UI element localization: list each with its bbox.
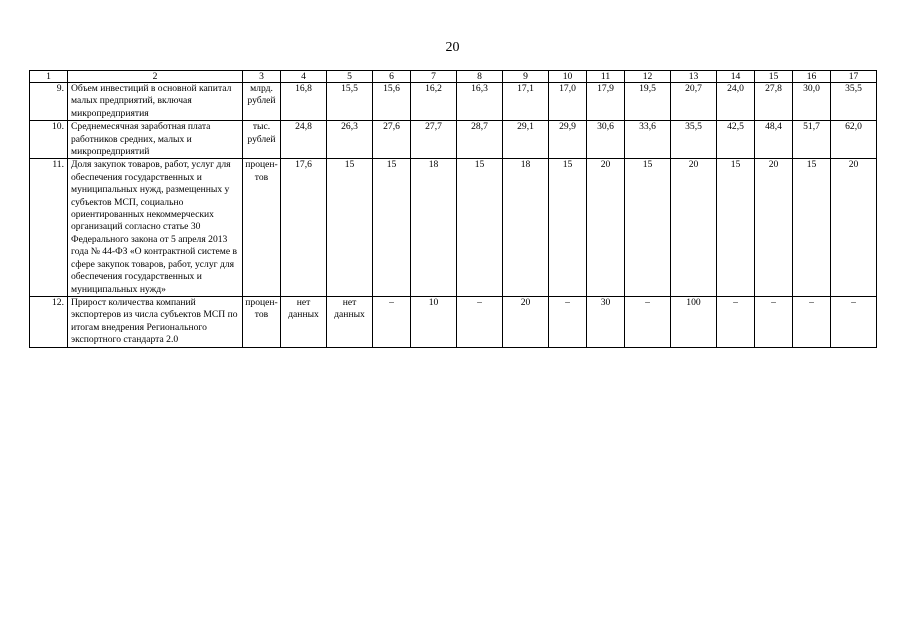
column-number-2: 2 — [68, 71, 243, 83]
indicator-value: 16,2 — [411, 83, 457, 121]
indicator-name: Прирост количества компаний экспортеров из числа субъектов МСП по итогам внедрения Регионального экспортного стандарта 2.0 — [68, 296, 243, 347]
indicator-value: 24,0 — [717, 83, 755, 121]
column-number-6: 6 — [373, 71, 411, 83]
indicator-value: 20 — [831, 159, 877, 296]
unit-of-measure: процен-тов — [243, 159, 281, 296]
indicator-value: 18 — [503, 159, 549, 296]
indicator-name: Среднемесячная заработная плата работников средних, малых и микропредприятий — [68, 121, 243, 159]
indicator-value: 24,8 — [281, 121, 327, 159]
indicator-value: – — [831, 296, 877, 347]
table-row — [30, 83, 877, 121]
indicator-value: 20 — [503, 296, 549, 347]
column-number-14: 14 — [717, 71, 755, 83]
indicator-value: 15 — [717, 159, 755, 296]
indicator-value: 28,7 — [457, 121, 503, 159]
indicator-value: 19,5 — [625, 83, 671, 121]
indicator-value: – — [793, 296, 831, 347]
indicator-name: Объем инвестиций в основной капитал малых предприятий, включая микропредприятия — [68, 83, 243, 121]
column-number-10: 10 — [549, 71, 587, 83]
indicator-value: 29,9 — [549, 121, 587, 159]
indicator-name: Доля закупок товаров, работ, услуг для обеспечения государственных и муниципальных нужд, размещенных у субъектов МСП, социально ориентированных некоммерческих организаций согласно статье 30 Федерального закона от 5 апреля 2013 года № 44-ФЗ «О контрактной системе в сфере закупок товаров, работ, услуг для обеспечения государственных и муниципальных нужд» — [68, 159, 243, 296]
row-number: 10. — [30, 121, 68, 159]
table-header-row — [30, 71, 877, 83]
column-number-13: 13 — [671, 71, 717, 83]
indicator-value: 35,5 — [671, 121, 717, 159]
table-row — [30, 121, 877, 159]
indicator-value: 15,5 — [327, 83, 373, 121]
table-row — [30, 296, 877, 347]
column-number-12: 12 — [625, 71, 671, 83]
indicator-value: – — [457, 296, 503, 347]
indicator-value: 48,4 — [755, 121, 793, 159]
indicator-value: 30,6 — [587, 121, 625, 159]
indicator-value: 15 — [457, 159, 503, 296]
column-number-3: 3 — [243, 71, 281, 83]
indicator-value: 16,3 — [457, 83, 503, 121]
unit-of-measure: млрд. рублей — [243, 83, 281, 121]
indicator-value: 62,0 — [831, 121, 877, 159]
column-number-1: 1 — [30, 71, 68, 83]
indicator-value: 20 — [587, 159, 625, 296]
indicator-value: 29,1 — [503, 121, 549, 159]
column-number-7: 7 — [411, 71, 457, 83]
table-row — [30, 159, 877, 296]
indicator-value: 27,6 — [373, 121, 411, 159]
indicator-value: – — [717, 296, 755, 347]
column-number-15: 15 — [755, 71, 793, 83]
indicator-value: нет данных — [281, 296, 327, 347]
row-number: 11. — [30, 159, 68, 296]
indicator-value: 51,7 — [793, 121, 831, 159]
column-number-17: 17 — [831, 71, 877, 83]
indicator-value: 30,0 — [793, 83, 831, 121]
indicator-value: 15 — [793, 159, 831, 296]
indicator-value: 20 — [755, 159, 793, 296]
indicator-value: 17,0 — [549, 83, 587, 121]
indicator-value: 16,8 — [281, 83, 327, 121]
indicators-table — [29, 70, 877, 348]
indicator-value: 20,7 — [671, 83, 717, 121]
indicator-value: – — [625, 296, 671, 347]
row-number: 12. — [30, 296, 68, 347]
indicator-value: 42,5 — [717, 121, 755, 159]
indicator-value: 15 — [625, 159, 671, 296]
row-number: 9. — [30, 83, 68, 121]
indicator-value: 15 — [549, 159, 587, 296]
indicator-value: 17,9 — [587, 83, 625, 121]
indicator-value: 15 — [373, 159, 411, 296]
indicator-value: 35,5 — [831, 83, 877, 121]
column-number-9: 9 — [503, 71, 549, 83]
indicator-value: 30 — [587, 296, 625, 347]
indicator-value: 17,6 — [281, 159, 327, 296]
indicator-value: – — [755, 296, 793, 347]
unit-of-measure: процен-тов — [243, 296, 281, 347]
column-number-11: 11 — [587, 71, 625, 83]
indicator-value: 20 — [671, 159, 717, 296]
page-number: 20 — [445, 40, 460, 55]
indicator-value: нет данных — [327, 296, 373, 347]
indicator-value: 27,8 — [755, 83, 793, 121]
indicator-value: 33,6 — [625, 121, 671, 159]
indicator-value: 26,3 — [327, 121, 373, 159]
indicator-value: – — [549, 296, 587, 347]
column-number-8: 8 — [457, 71, 503, 83]
indicator-value: 15,6 — [373, 83, 411, 121]
indicator-value: 100 — [671, 296, 717, 347]
indicator-value: 10 — [411, 296, 457, 347]
table-body — [30, 71, 877, 348]
indicator-value: 15 — [327, 159, 373, 296]
indicator-value: – — [373, 296, 411, 347]
column-number-4: 4 — [281, 71, 327, 83]
indicator-value: 17,1 — [503, 83, 549, 121]
column-number-5: 5 — [327, 71, 373, 83]
indicator-value: 18 — [411, 159, 457, 296]
indicator-value: 27,7 — [411, 121, 457, 159]
column-number-16: 16 — [793, 71, 831, 83]
unit-of-measure: тыс. рублей — [243, 121, 281, 159]
